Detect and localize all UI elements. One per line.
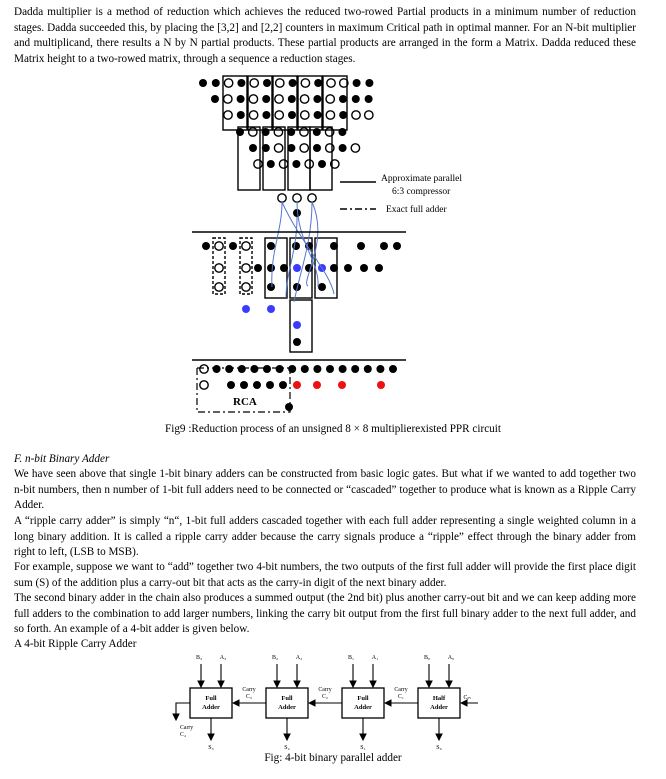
partial-product-dot — [267, 305, 275, 313]
partial-product-dot — [212, 79, 220, 87]
partial-product-dot — [375, 264, 383, 272]
partial-product-dot — [314, 79, 322, 87]
adder-block-label-2: Adder — [354, 704, 372, 711]
partial-product-dot — [262, 95, 270, 103]
adder-block — [418, 688, 460, 718]
adder-block — [266, 688, 308, 718]
adder-block — [342, 688, 384, 718]
partial-product-hollow-dot — [254, 160, 262, 168]
partial-product-dot — [376, 365, 384, 373]
partial-product-hollow-dot — [278, 194, 286, 202]
partial-product-dot — [288, 111, 296, 119]
carry-label: Carry — [242, 687, 256, 693]
partial-product-dot — [267, 242, 275, 250]
compressor-box — [238, 127, 260, 190]
carry-index-label: C₃ — [246, 694, 252, 700]
partial-product-hollow-dot — [308, 194, 316, 202]
partial-product-dot — [365, 95, 373, 103]
adder-block-label-1: Full — [281, 695, 293, 702]
sum-label: S₂ — [284, 745, 290, 751]
partial-product-dot — [357, 242, 365, 250]
partial-product-dot — [338, 381, 346, 389]
partial-product-dot — [211, 95, 219, 103]
partial-product-dot — [364, 365, 372, 373]
partial-product-dot — [202, 242, 210, 250]
carry-in-label: Cᵢₙ — [463, 695, 471, 701]
partial-product-hollow-dot — [275, 111, 283, 119]
partial-product-dot — [360, 264, 368, 272]
partial-product-hollow-dot — [274, 128, 282, 136]
partial-product-hollow-dot — [200, 365, 208, 373]
adder-block-label-2: Adder — [202, 704, 220, 711]
input-b-label: B₂ — [271, 655, 279, 661]
partial-product-dot — [225, 365, 233, 373]
partial-product-dot — [276, 365, 284, 373]
partial-product-dot — [267, 264, 275, 272]
partial-product-dot — [293, 381, 301, 389]
partial-product-dot — [313, 95, 321, 103]
partial-product-hollow-dot — [300, 128, 308, 136]
fig9-caption: Fig9 :Reduction process of an unsigned 8 × 8 multiplierexisted PPR circuit — [165, 423, 501, 435]
partial-product-dot — [199, 79, 207, 87]
carry-index-label: C₁ — [398, 694, 404, 700]
input-a-label: A₁ — [371, 655, 379, 661]
adder-heading: A 4-bit Ripple Carry Adder — [14, 638, 137, 650]
partial-product-dot — [293, 264, 301, 272]
partial-product-dot — [339, 111, 347, 119]
partial-product-dot — [236, 128, 244, 136]
partial-product-dot — [293, 321, 301, 329]
rca-label: RCA — [233, 396, 257, 408]
partial-product-dot — [253, 381, 261, 389]
partial-product-dot — [289, 79, 297, 87]
partial-product-hollow-dot — [215, 283, 223, 291]
partial-product-dot — [339, 144, 347, 152]
partial-product-dot — [262, 111, 270, 119]
partial-product-dot — [380, 242, 388, 250]
adder-block-label-1: Full — [357, 695, 369, 702]
partial-product-dot — [352, 95, 360, 103]
partial-product-dot — [263, 365, 271, 373]
ripple-carry-adder-diagram — [0, 650, 666, 765]
partial-product-hollow-dot — [215, 242, 223, 250]
partial-product-dot — [389, 365, 397, 373]
partial-product-hollow-dot — [365, 111, 373, 119]
partial-product-hollow-dot — [242, 242, 250, 250]
partial-product-hollow-dot — [352, 111, 360, 119]
sum-label: S₁ — [360, 745, 366, 751]
carry-out-label: Carry — [180, 725, 194, 731]
partial-product-dot — [326, 365, 334, 373]
partial-product-hollow-dot — [276, 79, 284, 87]
partial-product-hollow-dot — [274, 144, 282, 152]
partial-product-dot — [313, 144, 321, 152]
input-a-label: A₂ — [295, 655, 303, 661]
compressor-box — [263, 127, 285, 190]
partial-product-dot — [393, 242, 401, 250]
partial-product-hollow-dot — [249, 111, 257, 119]
legend-parallel-line1: Approximate parallel — [381, 174, 462, 184]
partial-product-dot — [267, 283, 275, 291]
partial-product-dot — [338, 128, 346, 136]
carry-index-label: C₂ — [322, 694, 328, 700]
partial-product-hollow-dot — [305, 160, 313, 168]
partial-product-dot — [242, 305, 250, 313]
input-b-label: B₁ — [347, 655, 355, 661]
partial-product-hollow-dot — [242, 283, 250, 291]
partial-product-hollow-dot — [249, 95, 257, 103]
partial-product-dot — [339, 95, 347, 103]
paragraph-4: The second binary adder in the chain also produces a summed output (the 2nd bit) plus another carry-out bit and we can keep adding more full adders to the combination to add larger numbers, linking the carry bit output from the first full binary adder to the next full adder, and so forth. An example of a 4-bit adder is given below. — [14, 592, 636, 635]
adder-block-label-1: Full — [205, 695, 217, 702]
partial-product-hollow-dot — [301, 79, 309, 87]
paragraph-3: For example, suppose we want to “add” together two 4-bit numbers, the two outputs of the first full adder will provide the first place digit sum (S) of the addition plus a carry-out bit that acts as the carry-in digit of the next binary adder. — [14, 561, 636, 589]
partial-product-dot — [227, 381, 235, 389]
partial-product-dot — [237, 95, 245, 103]
legend-exact: Exact full adder — [386, 205, 447, 215]
partial-product-hollow-dot — [242, 264, 250, 272]
partial-product-dot — [250, 365, 258, 373]
section-heading: F. n-bit Binary Adder — [14, 453, 110, 465]
partial-product-dot — [237, 111, 245, 119]
partial-product-dot — [237, 79, 245, 87]
partial-product-dot — [318, 160, 326, 168]
partial-product-dot — [377, 381, 385, 389]
input-a-label: A₀ — [447, 655, 455, 661]
partial-product-hollow-dot — [293, 194, 301, 202]
partial-product-hollow-dot — [326, 144, 334, 152]
partial-product-dot — [292, 242, 300, 250]
partial-product-hollow-dot — [250, 79, 258, 87]
paragraph-1: We have seen above that single 1-bit binary adders can be constructed from basic logic gates. But what if we wanted to add together two n-bit numbers, then n number of 1-bit full adders need to be connected or “cascaded” together to produce what is known as a Ripple Carry Adder. — [14, 468, 636, 511]
partial-product-dot — [240, 381, 248, 389]
partial-product-hollow-dot — [326, 95, 334, 103]
partial-product-dot — [344, 264, 352, 272]
sum-label: S₀ — [436, 745, 442, 751]
paragraph-2: A “ripple carry adder” is simply “n“, 1-bit full adders cascaded together with each full adder representing a single weighted column in a long binary addition. It is called a ripple carry adder because the carry signals produce a “ripple” effect through the binary adder from right to left, (LSB to MSB). — [14, 515, 636, 558]
input-b-label: B₃ — [195, 655, 203, 661]
partial-product-dot — [229, 242, 237, 250]
partial-product-hollow-dot — [351, 144, 359, 152]
partial-product-hollow-dot — [275, 95, 283, 103]
intro-paragraph: Dadda multiplier is a method of reduction which achieves the reduced two-rowed Partial products in a minimum number of reduction stages. Dadda succeeded this, by placing the [3,2] and [2,2] counters in maximum Critical path in optimal manner. For an N-bit multiplier and multiplicand, there results a N by N partial products. These partial products are arranged in the form a Matrix. Dadda reduced these Matrix height to a two-rowed matrix, through a sequence a reduction stages. — [14, 6, 636, 65]
partial-product-hollow-dot — [215, 264, 223, 272]
partial-product-dot — [266, 381, 274, 389]
partial-product-dot — [339, 365, 347, 373]
partial-product-dot — [285, 403, 293, 411]
partial-product-dot — [279, 381, 287, 389]
partial-product-hollow-dot — [301, 111, 309, 119]
partial-product-hollow-dot — [326, 111, 334, 119]
carry-out-index: C₄ — [180, 732, 186, 738]
partial-product-dot — [351, 365, 359, 373]
compressor-box — [288, 127, 310, 190]
partial-product-hollow-dot — [327, 79, 335, 87]
partial-product-dot — [353, 79, 361, 87]
partial-product-dot — [238, 365, 246, 373]
input-b-label: B₀ — [423, 655, 431, 661]
sum-label: S₃ — [208, 745, 214, 751]
partial-product-dot — [288, 95, 296, 103]
partial-product-hollow-dot — [224, 79, 232, 87]
partial-product-dot — [213, 365, 221, 373]
partial-product-hollow-dot — [300, 95, 308, 103]
partial-product-hollow-dot — [249, 128, 257, 136]
carry-out-arrow — [176, 703, 190, 720]
input-a-label: A₃ — [219, 655, 227, 661]
adder-block-label-2: Adder — [430, 704, 448, 711]
partial-product-dot — [313, 128, 321, 136]
partial-product-dot — [249, 144, 257, 152]
carry-label: Carry — [318, 687, 332, 693]
partial-product-dot — [313, 381, 321, 389]
carry-label: Carry — [394, 687, 408, 693]
adder-caption: Fig: 4-bit binary parallel adder — [264, 752, 402, 764]
partial-product-hollow-dot — [279, 160, 287, 168]
partial-product-dot — [365, 79, 373, 87]
partial-product-dot — [292, 160, 300, 168]
partial-product-dot — [313, 365, 321, 373]
partial-product-hollow-dot — [224, 111, 232, 119]
partial-product-dot — [314, 111, 322, 119]
adder-block — [190, 688, 232, 718]
partial-product-dot — [267, 160, 275, 168]
fig9-dadda-diagram — [0, 72, 666, 432]
partial-product-dot — [301, 365, 309, 373]
legend-parallel-line2: 6:3 compressor — [392, 187, 451, 197]
partial-product-dot — [263, 79, 271, 87]
partial-product-hollow-dot — [300, 144, 308, 152]
partial-product-dot — [254, 264, 262, 272]
partial-product-hollow-dot — [224, 95, 232, 103]
adder-block-label-2: Adder — [278, 704, 296, 711]
partial-product-hollow-dot — [200, 381, 208, 389]
adder-block-label-1: Half — [432, 695, 446, 702]
partial-product-dot — [293, 338, 301, 346]
partial-product-dot — [318, 283, 326, 291]
